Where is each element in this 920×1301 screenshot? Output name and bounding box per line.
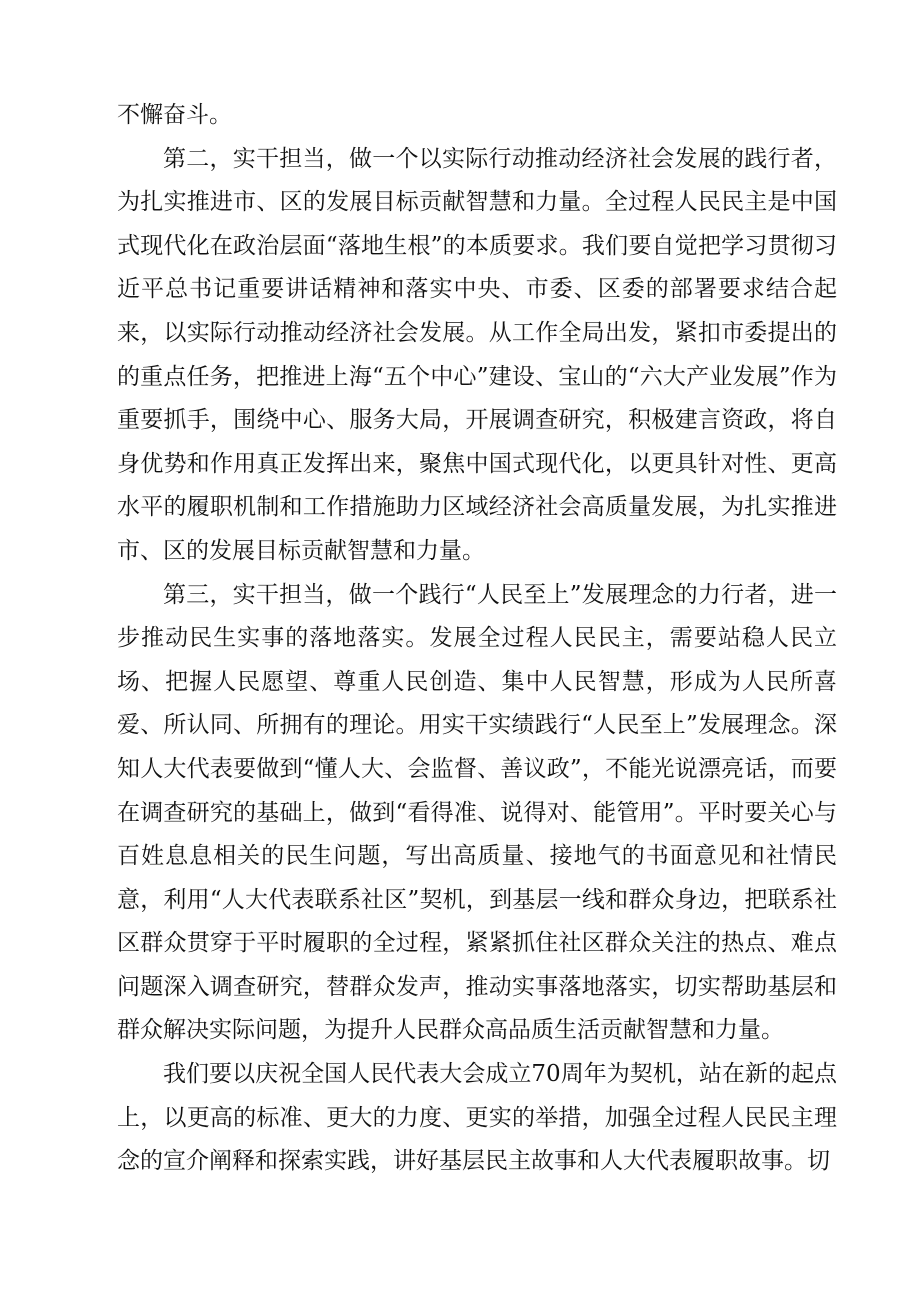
paragraph-continuation: 不懈奋斗。 [117, 102, 232, 128]
paragraph-third-point: 第三，实干担当，做一个践行“人民至上”发展理念的力行者，进一步推动民生实事的落地落实。发展全过程人民民主，需要站稳人民立场、把握人民愿望、尊重人民创造、集中人民智慧，形成为人民所喜爱、所认同、所拥有的理论。用实干实绩践行“人民至上”发展理念。深知人大代表要做到“懂人大、会监督、善议政”，不能光说漂亮话，而要在调查研究的基础上，做到“看得准、说得对、能管用”。平时要关心与百姓息息相关的民生问题，写出高质量、接地气的书面意见和社情民意，利用“人大代表联系社区”契机，到基层一线和群众身边，把联系社区群众贯穿于平时履职的全过程，紧紧抓住社区群众关注的热点、难点问题深入调查研究，替群众发声，推动实事落地落实，切实帮助基层和群众解决实际问题，为提升人民群众高品质生活贡献智慧和力量。 [117, 581, 837, 1044]
paragraph-second-point: 第二，实干担当，做一个以实际行动推动经济社会发展的践行者，为扎实推进市、区的发展目标贡献智慧和力量。全过程人民民主是中国式现代化在政治层面“落地生根”的本质要求。我们要自觉把学习贯彻习近平总书记重要讲话精神和落实中央、市委、区委的部署要求结合起来，以实际行动推动经济社会发展。从工作全局出发，紧扣市委提出的的重点任务，把推进上海“五个中心”建设、宝山的“六大产业发展”作为重要抓手，围绕中心、服务大局，开展调查研究，积极建言资政，将自身优势和作用真正发挥出来，聚焦中国式现代化，以更具针对性、更高水平的履职机制和工作措施助力区域经济社会高质量发展，为扎实推进市、区的发展目标贡献智慧和力量。 [117, 145, 837, 564]
paragraph-conclusion: 我们要以庆祝全国人民代表大会成立70周年为契机，站在新的起点上，以更高的标准、更大的力度、更实的举措，加强全过程人民民主理念的宣介阐释和探索实践，讲好基层民主故事和人大代表履职故事。切 [117, 1061, 837, 1175]
document-body [117, 94, 837, 1184]
